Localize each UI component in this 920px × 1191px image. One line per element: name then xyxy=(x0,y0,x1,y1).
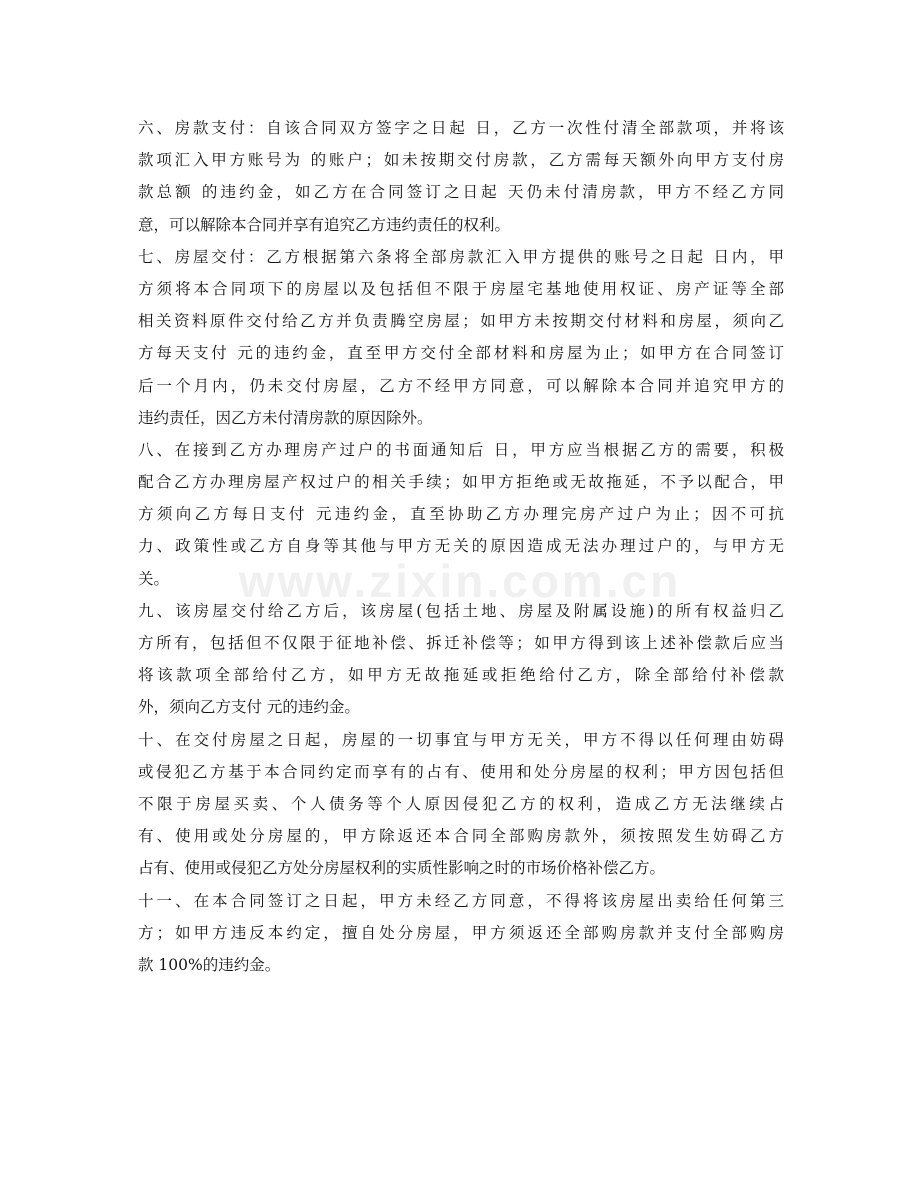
paragraph-line: 九、该房屋交付给乙方后，该房屋(包括土地、房屋及附属设施)的所有权益归乙 xyxy=(138,601,784,620)
paragraph-line: 占有、使用或侵犯乙方处分房屋权利的实质性影响之时的市场价格补偿乙方。 xyxy=(138,859,666,878)
paragraph-line: 十一、在本合同签订之日起，甲方未经乙方同意，不得将该房屋出卖给任何第三 xyxy=(138,891,784,910)
paragraph-line: 八、在接到乙方办理房产过户的书面通知后 日，甲方应当根据乙方的需要，积极 xyxy=(138,440,784,459)
paragraph-line: 关。 xyxy=(138,569,170,588)
paragraph-line: 外，须向乙方支付 元的违约金。 xyxy=(138,698,360,717)
paragraph-line: 意，可以解除本合同并享有追究乙方违约责任的权利。 xyxy=(138,215,511,234)
clause-6 xyxy=(138,112,784,241)
paragraph-line: 六、房款支付：自该合同双方签字之日起 日，乙方一次性付清全部款项，并将该 xyxy=(138,119,784,137)
paragraph-line: 方须将本合同项下的房屋以及包括但不限于房屋宅基地使用权证、房产证等全部 xyxy=(138,279,784,298)
watermark: www.zixin.com.cn xyxy=(238,555,682,607)
clause-9 xyxy=(138,595,784,724)
paragraph-line: 后一个月内，仍未交付房屋，乙方不经甲方同意，可以解除本合同并追究甲方的 xyxy=(138,376,784,395)
paragraph-line: 力、政策性或乙方自身等其他与甲方无关的原因造成无法办理过户的，与甲方无 xyxy=(138,537,784,556)
clause-10 xyxy=(138,724,784,885)
paragraph-line: 款总额 的违约金，如乙方在合同签订之日起 天仍未付清房款，甲方不经乙方同 xyxy=(138,183,784,202)
paragraph-line: 款 100%的违约金。 xyxy=(138,955,281,974)
contract-body xyxy=(138,112,784,981)
paragraph-line: 十、在交付房屋之日起，房屋的一切事宜与甲方无关，甲方不得以任何理由妨碍 xyxy=(138,730,784,749)
paragraph-line: 有、使用或处分房屋的，甲方除返还本合同全部购房款外，须按照发生妨碍乙方 xyxy=(138,827,784,846)
paragraph-line: 将该款项全部给付乙方，如甲方无故拖延或拒绝给付乙方，除全部给付补偿款 xyxy=(138,666,784,685)
paragraph-line: 款项汇入甲方账号为 的账户；如未按期交付房款，乙方需每天额外向甲方支付房 xyxy=(138,151,784,170)
clause-7 xyxy=(138,241,784,434)
clause-11 xyxy=(138,885,784,982)
paragraph-line: 方所有，包括但不仅限于征地补偿、拆迁补偿等；如甲方得到该上述补偿款后应当 xyxy=(138,634,784,652)
paragraph-line: 七、房屋交付：乙方根据第六条将全部房款汇入甲方提供的账号之日起 日内，甲 xyxy=(138,247,784,266)
paragraph-line: 方；如甲方违反本约定，擅自处分房屋，甲方须返还全部购房款并支付全部购房 xyxy=(138,923,784,942)
paragraph-line: 方须向乙方每日支付 元违约金，直至协助乙方办理完房产过户为止；因不可抗 xyxy=(138,505,784,524)
paragraph-line: 或侵犯乙方基于本合同约定而享有的占有、使用和处分房屋的权利；甲方因包括但 xyxy=(138,762,784,781)
paragraph-line: 不限于房屋买卖、个人债务等个人原因侵犯乙方的权利，造成乙方无法继续占 xyxy=(138,794,784,813)
paragraph-line: 方每天支付 元的违约金，直至甲方交付全部材料和房屋为止；如甲方在合同签订 xyxy=(138,344,784,363)
clause-8 xyxy=(138,434,784,595)
paragraph-line: 配合乙方办理房屋产权过户的相关手续；如甲方拒绝或无故拖延，不予以配合，甲 xyxy=(138,473,784,492)
paragraph-line: 相关资料原件交付给乙方并负责腾空房屋；如甲方未按期交付材料和房屋，须向乙 xyxy=(138,312,784,331)
paragraph-line: 违约责任，因乙方未付清房款的原因除外。 xyxy=(138,408,433,427)
